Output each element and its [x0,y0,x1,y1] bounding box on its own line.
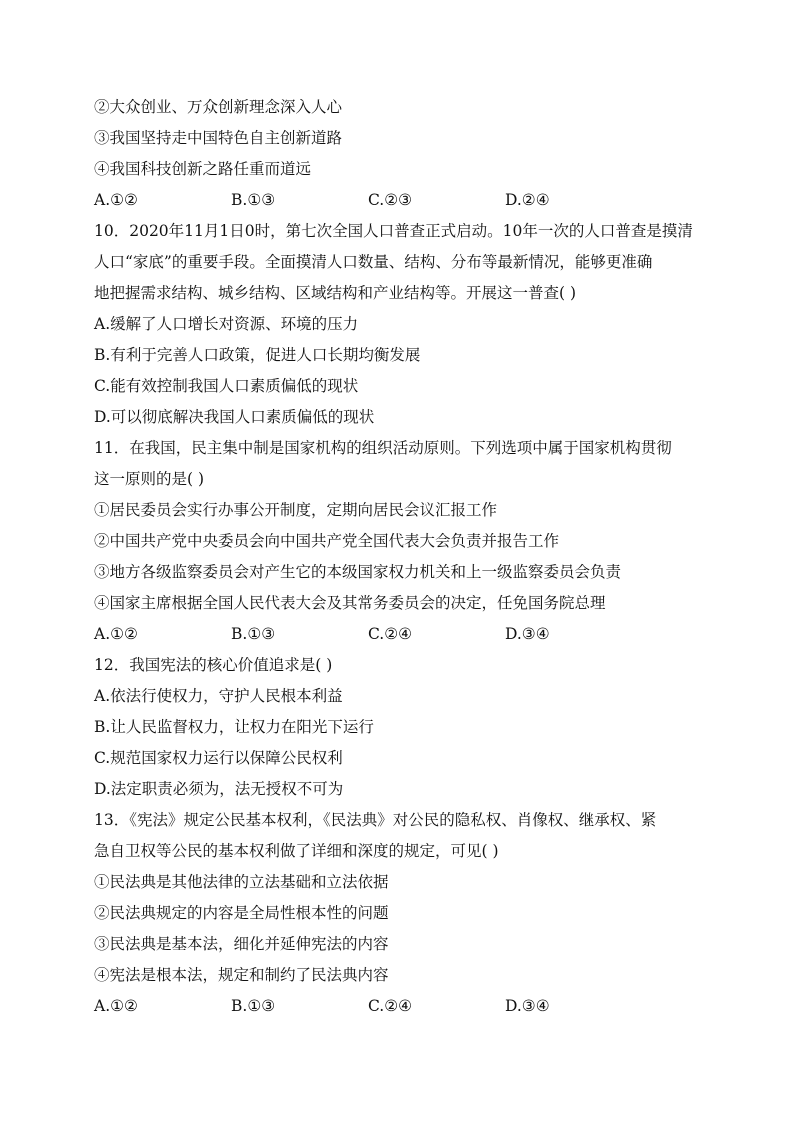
q13-option-b: B.①③ [231,997,276,1015]
q9-item-3: ③我国坚持走中国特色自主创新道路 [94,129,343,147]
q11-options [94,619,714,650]
q13-options [94,991,714,1022]
q11-option-d: D.③④ [505,625,550,643]
q9-option-d: D.②④ [505,191,550,209]
q11-item-2: ②中国共产党中央委员会向中国共产党全国代表大会负责并报告工作 [94,532,560,550]
q12-choice-c: C.规范国家权力运行以保障公民权利 [94,749,343,767]
q11-item-1: ①居民委员会实行办事公开制度，定期向居民会议汇报工作 [94,501,498,519]
q12-choice-a: A.依法行使权力，守护人民根本利益 [94,687,343,705]
q11-option-b: B.①③ [231,625,276,643]
q11-option-a: A.①② [94,625,138,643]
q13-item-1: ①民法典是其他法律的立法基础和立法依据 [94,873,389,891]
q13-option-c: C.②④ [368,997,413,1015]
q10-stem-line-2: 人口“家底”的重要手段。全面摸清人口数量、结构、分布等最新情况，能够更准确 [94,253,653,271]
question-11 [94,433,714,650]
q9-option-c: C.②③ [368,191,413,209]
q13-item-4: ④宪法是根本法，规定和制约了民法典内容 [94,966,389,984]
q9-options [94,185,714,216]
q10-choice-d: D.可以彻底解决我国人口素质偏低的现状 [94,408,375,426]
q10-stem-line-1: 10．2020年11月1日0时，第七次全国人口普查正式启动。10年一次的人口普查是摸清 [94,222,693,240]
q11-option-c: C.②④ [368,625,413,643]
q13-item-3: ③民法典是基本法，细化并延伸宪法的内容 [94,935,389,953]
q11-item-3: ③地方各级监察委员会对产生它的本级国家权力机关和上一级监察委员会负责 [94,563,622,581]
q10-choice-c: C.能有效控制我国人口素质偏低的现状 [94,377,359,395]
question-10 [94,216,714,433]
q12-stem-line-1: 12．我国宪法的核心价值追求是( ) [94,656,333,674]
exam-page [94,92,714,1022]
q13-stem-line-2: 急自卫权等公民的基本权利做了详细和深度的规定，可见( ) [94,842,499,860]
q13-stem-line-1: 13．《宪法》规定公民基本权利，《民法典》对公民的隐私权、肖像权、继承权、紧 [94,811,657,829]
question-13 [94,805,714,1022]
q9-option-b: B.①③ [231,191,276,209]
question-12 [94,650,714,805]
question-9 [94,92,714,216]
q9-option-a: A.①② [94,191,138,209]
q9-item-2: ②大众创业、万众创新理念深入人心 [94,98,343,116]
q12-choice-b: B.让人民监督权力，让权力在阳光下运行 [94,718,374,736]
q11-stem-line-2: 这一原则的是( ) [94,470,205,488]
q9-item-4: ④我国科技创新之路任重而道远 [94,160,312,178]
q13-item-2: ②民法典规定的内容是全局性根本性的问题 [94,904,389,922]
q12-choice-d: D.法定职责必须为，法无授权不可为 [94,780,344,798]
q11-item-4: ④国家主席根据全国人民代表大会及其常务委员会的决定，任免国务院总理 [94,594,606,612]
q10-choice-a: A.缓解了人口增长对资源、环境的压力 [94,315,359,333]
q10-stem-line-3: 地把握需求结构、城乡结构、区域结构和产业结构等。开展这一普查( ) [94,284,577,302]
q10-choice-b: B.有利于完善人口政策，促进人口长期均衡发展 [94,346,421,364]
q11-stem-line-1: 11．在我国，民主集中制是国家机构的组织活动原则。下列选项中属于国家机构贯彻 [94,439,672,457]
q13-option-a: A.①② [94,997,138,1015]
q13-option-d: D.③④ [505,997,550,1015]
